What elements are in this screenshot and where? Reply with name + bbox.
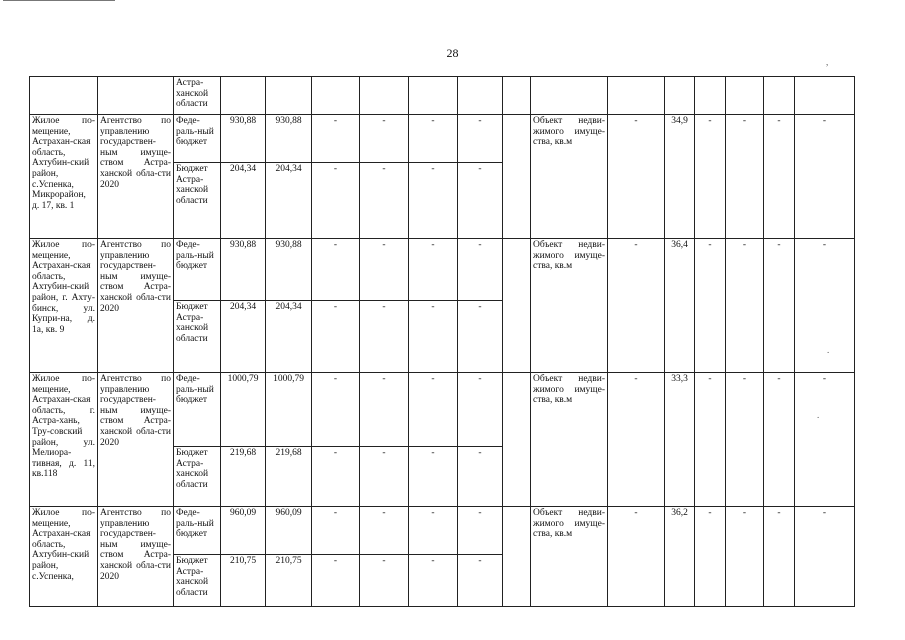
amount-cell: 1000,79 [221, 373, 266, 447]
amount-cell: 930,88 [221, 115, 266, 163]
dash-cell: - [795, 115, 855, 239]
agency-cell: Агентство по управлению государствен-ным имуще-ством Астра-ханской обла-сти 2020 [98, 373, 174, 507]
object-address-cell: Жилое по-мещение, Астрахан-ская область, Ахтубин-ский район, г. Ахту-бинск, ул. Купри-на, д. 1а, кв. 9 [30, 239, 98, 373]
dash-cell: - [409, 447, 458, 507]
dash-cell: - [409, 301, 458, 373]
dash-cell: - [312, 239, 360, 301]
amount-cell: 219,68 [266, 447, 312, 507]
dash-cell: - [726, 507, 764, 607]
agency-cell: Агентство по управлению государствен-ным имуще-ством Астра-ханской обла-сти 2020 [98, 239, 174, 373]
scan-mark: . [817, 410, 820, 420]
dash-cell: - [409, 115, 458, 163]
dash-cell: - [695, 239, 726, 373]
dash-cell: - [764, 373, 795, 507]
object-address-cell: Жилое по-мещение, Астрахан-ская область, г. Астра-хань, Тру-совский район, ул. Мелиора-тивная, д. 11, кв.118 [30, 373, 98, 507]
amount-cell: 930,88 [266, 239, 312, 301]
amount-cell: 960,09 [221, 507, 266, 555]
dash-cell: - [360, 447, 409, 507]
dash-cell: - [409, 373, 458, 447]
dash-cell: - [312, 163, 360, 239]
dash-cell: - [360, 163, 409, 239]
dash-cell: - [695, 507, 726, 607]
amount-cell: 1000,79 [266, 373, 312, 447]
indicator-cell: Объект недви-жимого имуще-ства, кв.м [531, 115, 608, 239]
dash-cell: - [458, 373, 503, 447]
fund-cell: Феде-раль-ный бюджет [174, 507, 221, 555]
scan-mark: . [827, 345, 830, 355]
object-address-cell: Жилое по-мещение, Астрахан-ская область, Ахтубин-ский район, с.Успенка, [30, 507, 98, 607]
dash-cell: - [695, 373, 726, 507]
amount-cell: 204,34 [266, 301, 312, 373]
dash-cell: - [795, 507, 855, 607]
dash-cell: - [360, 115, 409, 163]
dash-cell: - [360, 507, 409, 555]
agency-cell: Агентство по управлению государствен-ным имуще-ством Астра-ханской обла-сти 2020 [98, 507, 174, 607]
object-row [30, 115, 855, 163]
fund-cell: Феде-раль-ный бюджет [174, 115, 221, 163]
fund-cell: Бюджет Астра-ханской области [174, 447, 221, 507]
fund-cell: Бюджет Астра-ханской области [174, 555, 221, 607]
dash-cell: - [795, 373, 855, 507]
area-cell: 33,3 [665, 373, 695, 507]
dash-cell: - [360, 373, 409, 447]
dash-cell: - [795, 239, 855, 373]
fund-cell: Астра-ханской области [174, 77, 221, 115]
agency-cell: Агентство по управлению государствен-ным имуще-ством Астра-ханской обла-сти 2020 [98, 115, 174, 239]
budget-table [29, 76, 855, 607]
dash-cell: - [458, 163, 503, 239]
continuation-row [30, 77, 855, 115]
dash-cell: - [608, 507, 665, 607]
indicator-cell: Объект недви-жимого имуще-ства, кв.м [531, 507, 608, 607]
object-row [30, 507, 855, 555]
dash-cell: - [360, 555, 409, 607]
object-row [30, 373, 855, 447]
fund-cell: Бюджет Астра-ханской области [174, 301, 221, 373]
object-address-cell: Жилое по-мещение, Астрахан-ская область, Ахтубин-ский район, с.Успенка, Микрорайон, д. 17, кв. 1 [30, 115, 98, 239]
amount-cell: 930,88 [221, 239, 266, 301]
dash-cell: - [409, 163, 458, 239]
dash-cell: - [458, 115, 503, 163]
page-number: 28 [446, 46, 459, 60]
empty-cell [503, 239, 531, 373]
fund-cell: Бюджет Астра-ханской области [174, 163, 221, 239]
dash-cell: - [409, 507, 458, 555]
fund-cell: Феде-раль-ный бюджет [174, 373, 221, 447]
dash-cell: - [764, 115, 795, 239]
top-rule [3, 0, 115, 1]
object-row [30, 239, 855, 301]
dash-cell: - [458, 301, 503, 373]
area-cell: 34,9 [665, 115, 695, 239]
area-cell: 36,2 [665, 507, 695, 607]
dash-cell: - [312, 373, 360, 447]
dash-cell: - [360, 301, 409, 373]
amount-cell: 204,34 [221, 163, 266, 239]
dash-cell: - [312, 301, 360, 373]
amount-cell: 930,88 [266, 115, 312, 163]
empty-cell [503, 373, 531, 507]
dash-cell: - [726, 239, 764, 373]
dash-cell: - [312, 115, 360, 163]
indicator-cell: Объект недви-жимого имуще-ства, кв.м [531, 373, 608, 507]
area-cell: 36,4 [665, 239, 695, 373]
fund-cell: Феде-раль-ный бюджет [174, 239, 221, 301]
dash-cell: - [608, 239, 665, 373]
amount-cell: 219,68 [221, 447, 266, 507]
dash-cell: - [608, 373, 665, 507]
dash-cell: - [458, 447, 503, 507]
dash-cell: - [764, 239, 795, 373]
dash-cell: - [360, 239, 409, 301]
dash-cell: - [312, 447, 360, 507]
amount-cell: 210,75 [266, 555, 312, 607]
amount-cell: 960,09 [266, 507, 312, 555]
amount-cell: 210,75 [221, 555, 266, 607]
dash-cell: - [458, 239, 503, 301]
empty-cell [503, 507, 531, 607]
dash-cell: - [608, 115, 665, 239]
scan-mark: , [826, 57, 829, 67]
dash-cell: - [764, 507, 795, 607]
dash-cell: - [312, 555, 360, 607]
amount-cell: 204,34 [221, 301, 266, 373]
dash-cell: - [458, 507, 503, 555]
dash-cell: - [409, 555, 458, 607]
dash-cell: - [726, 373, 764, 507]
dash-cell: - [695, 115, 726, 239]
dash-cell: - [312, 507, 360, 555]
indicator-cell: Объект недви-жимого имуще-ства, кв.м [531, 239, 608, 373]
empty-cell [503, 115, 531, 239]
dash-cell: - [726, 115, 764, 239]
dash-cell: - [458, 555, 503, 607]
amount-cell: 204,34 [266, 163, 312, 239]
dash-cell: - [409, 239, 458, 301]
